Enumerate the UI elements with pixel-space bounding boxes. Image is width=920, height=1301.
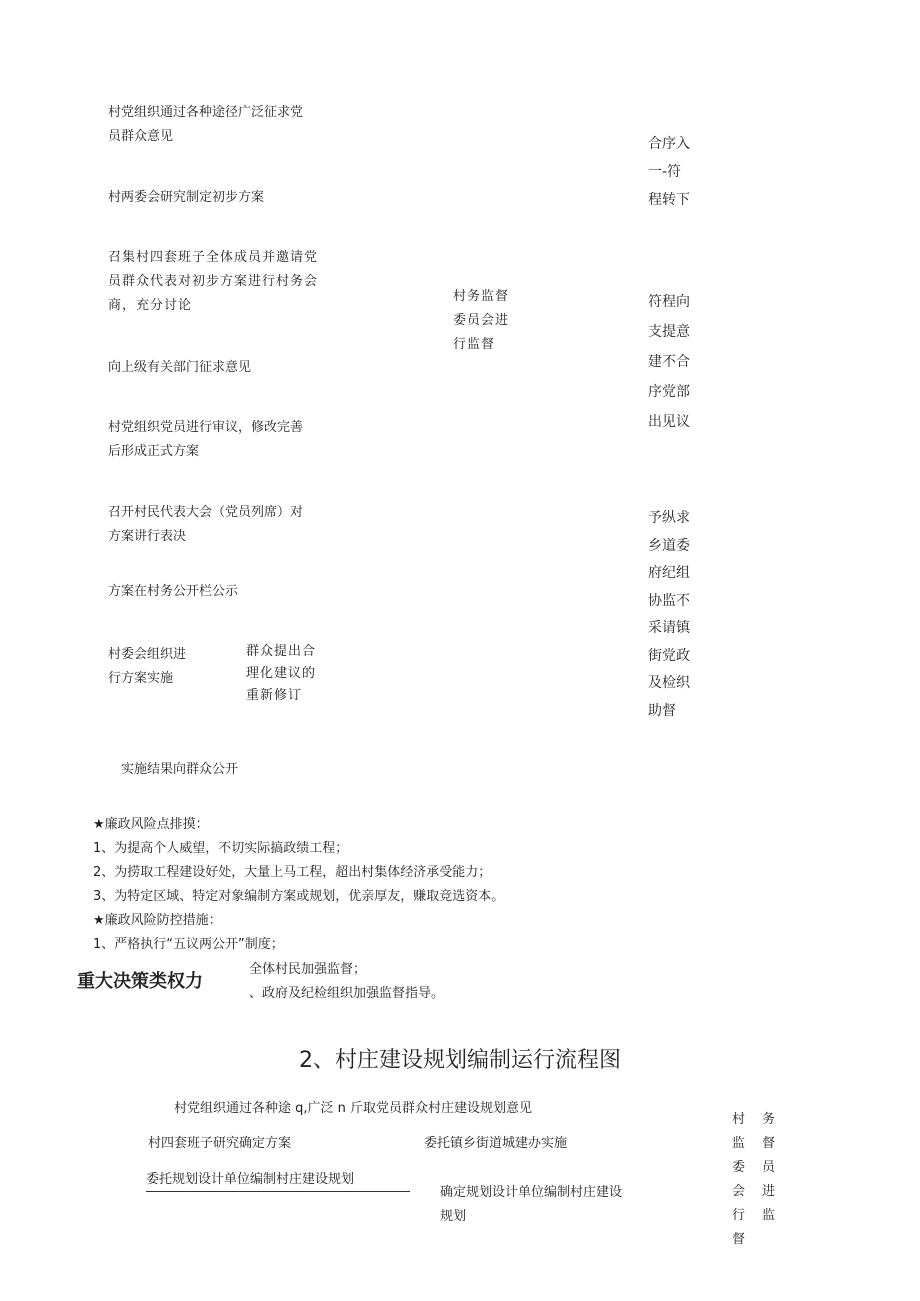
step-line: 召集村四套班子全体成员并邀请党	[108, 250, 319, 265]
revision-line: 群众提出合	[246, 644, 317, 659]
risk-measures-cont	[249, 958, 444, 1006]
note-line: 支提意	[648, 324, 690, 340]
step-line: 员群众意见	[108, 129, 174, 144]
flow1-result: 实施结果向群众公开	[121, 762, 239, 777]
risk-measure: 1、严格执行“五议两公开”制度；	[93, 937, 284, 952]
risk-measure: 全体村民加强监督；	[249, 962, 367, 977]
note-line: 予纵求	[648, 510, 690, 526]
flow1-right-note-1	[648, 130, 690, 214]
risk-section	[93, 813, 504, 957]
note-line: 及检织	[648, 675, 690, 691]
step-line: 员群众代表对初步方案进行村务会	[108, 274, 319, 289]
flow1-revision	[246, 641, 316, 707]
note-line: 府纪组	[648, 565, 690, 581]
revision-line: 重新修订	[246, 688, 303, 703]
supervision-char: 委	[732, 1160, 746, 1175]
supervision-char: 村	[732, 1112, 746, 1127]
step-line: 向上级有关部门征求意见	[108, 360, 252, 375]
risk-point: 3、为特定区域、特定对象编制方案或规划，优亲厚友，赚取竞选资本。	[93, 889, 505, 904]
step-line: 村委会组织进	[108, 647, 187, 662]
supervision-char: 进	[762, 1184, 776, 1199]
flow1-step-3	[108, 246, 318, 318]
note-line: 街党政	[648, 647, 690, 664]
flow1-step-4	[108, 356, 251, 380]
section2-supervision-col-a	[732, 1108, 745, 1252]
note-line: 符程向	[648, 294, 690, 310]
category-label: 重大决策类权力	[77, 971, 203, 992]
supervision-char: 监	[732, 1136, 746, 1151]
step-line: 方案在村务公开栏公示	[108, 584, 239, 599]
step-line: 规划	[440, 1209, 467, 1224]
risk-points-title: ★廉政风险点排摸：	[93, 817, 209, 832]
note-line: 助督	[648, 702, 676, 719]
risk-point: 2、为捞取工程建设好处，大量上马工程，超出村集体经济承受能力；	[93, 865, 492, 880]
section2-supervision-col-b	[762, 1108, 775, 1228]
step-line: 村党组织党员进行审议，修改完善	[108, 420, 304, 435]
note-line: 序党部	[648, 384, 690, 400]
step-line: 村两委会研究制定初步方案	[108, 190, 265, 205]
flow1-step-2	[108, 186, 264, 210]
step-line: 确定规划设计单位编制村庄建设	[440, 1185, 623, 1200]
supervision-line: 行监督	[453, 337, 496, 352]
section2-step-3: 委托镇乡街道城建办实施	[424, 1136, 568, 1151]
note-line: 一-符	[648, 164, 682, 180]
supervision-char: 务	[762, 1112, 776, 1127]
flow1-step-1	[108, 101, 303, 149]
supervision-char: 督	[762, 1136, 776, 1151]
step-line: 召开村民代表大会（党员列席）对	[108, 505, 304, 520]
flow1-right-note-2	[648, 287, 690, 437]
supervision-line: 委员会进	[453, 313, 510, 328]
note-line: 采请镇	[648, 620, 690, 636]
supervision-char: 员	[762, 1160, 776, 1175]
flow1-step-5	[108, 416, 303, 464]
note-line: 程转下	[648, 192, 690, 208]
revision-line: 理化建议的	[246, 666, 317, 681]
supervision-char: 行	[732, 1208, 746, 1223]
section2-step-5	[440, 1181, 622, 1229]
step-text: 委托规划设计单位编制村庄建设规划	[146, 1172, 355, 1187]
note-line: 乡道委	[648, 537, 690, 554]
note-line: 建不合	[648, 354, 690, 370]
flow1-step-8	[108, 643, 186, 691]
flow1-step-7	[108, 580, 238, 604]
supervision-char: 督	[732, 1232, 746, 1247]
note-line: 合序入	[648, 136, 690, 152]
step-line: 方案讲行表决	[108, 529, 187, 544]
step-line: 后形成正式方案	[108, 444, 200, 459]
risk-point: 1、为提高个人威望，不切实际搞政绩工程；	[93, 841, 349, 856]
section2-step-2: 村四套班子研究确定方案	[148, 1136, 292, 1151]
flow1-right-note-3	[648, 505, 690, 725]
note-line: 出见议	[648, 414, 690, 430]
note-line: 协监不	[648, 592, 690, 609]
step-line: 村党组织通过各种途径广泛征求党	[108, 105, 304, 120]
supervision-char: 会	[732, 1184, 746, 1199]
section2-title: 2、村庄建设规划编制运行流程图	[299, 1048, 621, 1073]
section2-step-1: 村党组织通过各种途 q,广泛 n 斤取党员群众村庄建设规划意见	[174, 1101, 533, 1116]
supervision-char: 监	[762, 1208, 776, 1223]
flow1-supervision	[453, 285, 509, 357]
flow1-step-6	[108, 501, 303, 549]
section2-step-4	[146, 1169, 410, 1192]
supervision-line: 村务监督	[453, 289, 510, 304]
step-line: 行方案实施	[108, 671, 174, 686]
risk-measures-title: ★廉政风险防控措施：	[93, 913, 222, 928]
risk-measure: 、政府及纪检组织加强监督指导。	[249, 986, 445, 1001]
step-line: 商，充分讨论	[108, 298, 193, 313]
